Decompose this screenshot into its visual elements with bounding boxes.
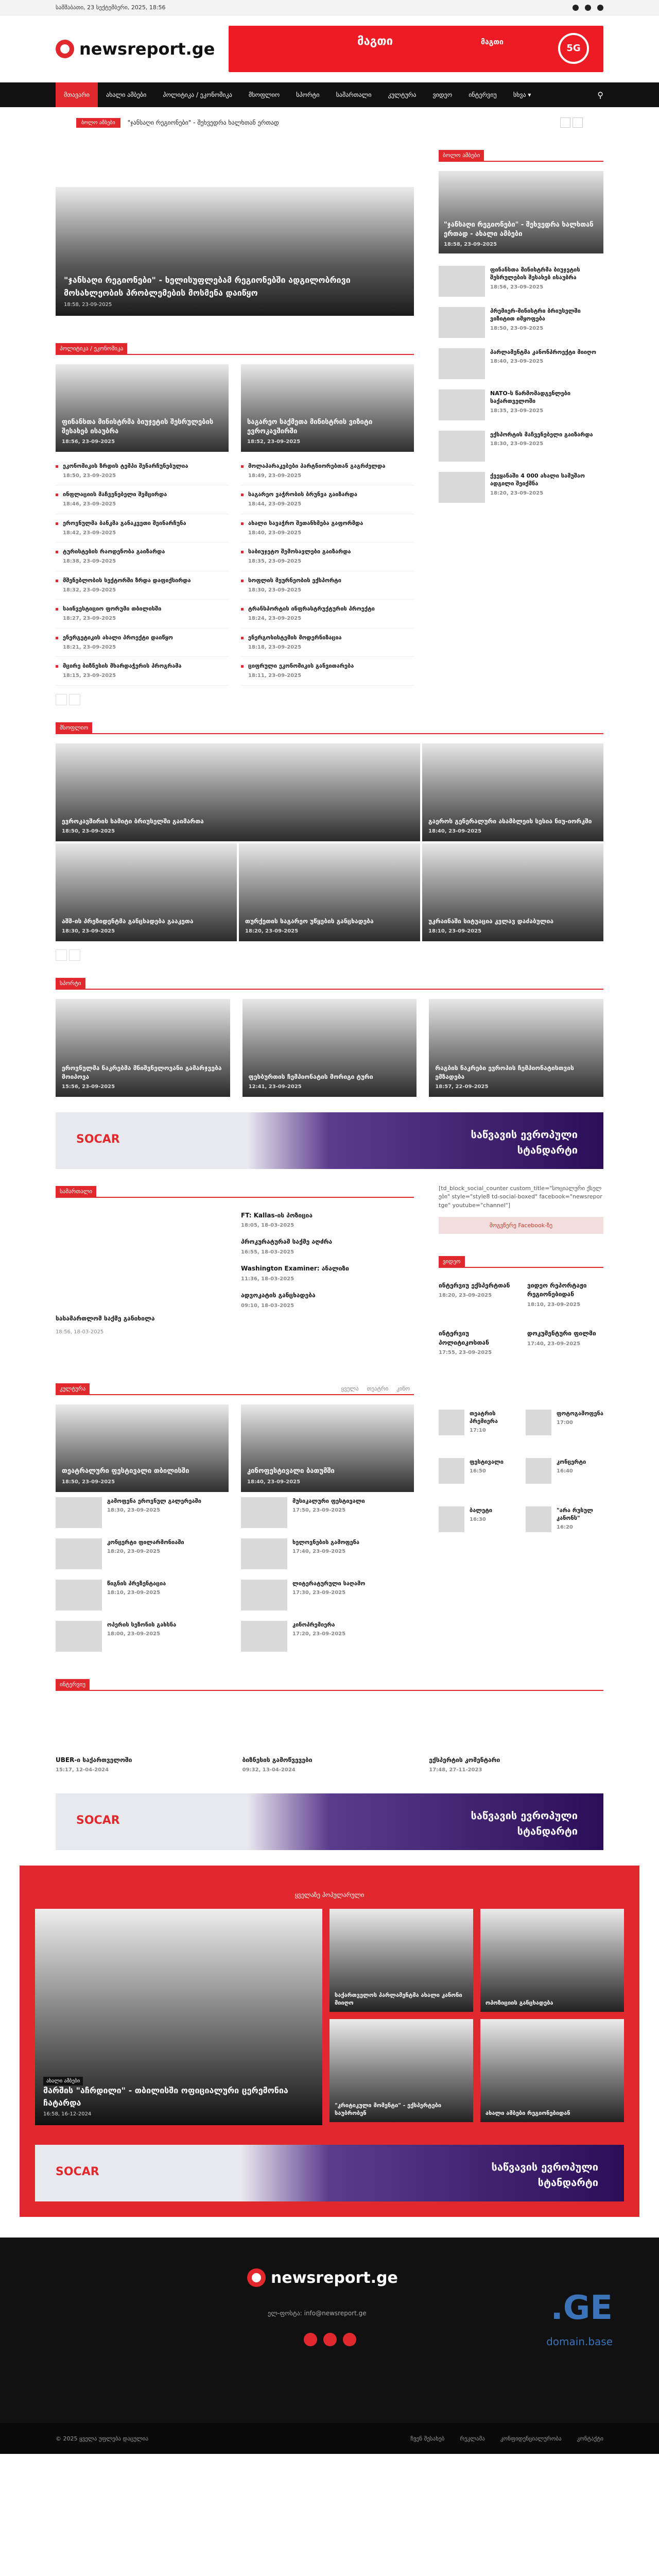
card-caption [62,418,222,446]
list-item[interactable]: დოკუმენტური ფილმი 17:40, 23-09-2025 [527,1330,596,1347]
sport-card[interactable]: რაგბის ნაკრები ევროპის ჩემპიონატისთვის ემზადება 18:57, 22-09-2025 [429,999,603,1097]
popular-col-2 [330,1909,473,2129]
list-item[interactable]: ფესტივალი 16:50 [439,1453,513,1489]
list-item[interactable]: გამოფენა ეროვნულ გალერეაში 18:30, 23-09-2025 [56,1492,229,1533]
culture-column [56,1382,414,1657]
list-item[interactable]: სოფლის მეურნეობის ექსპორტი 18:30, 23-09-2025 [241,571,414,600]
facebook-follow-button[interactable]: მოგვწერე Facebook-ზე [439,1217,603,1234]
law-list [241,1207,414,1335]
footer-link[interactable]: ჩვენ შესახებ [410,2435,445,2442]
social-links [573,5,603,11]
twitter-icon[interactable] [585,5,591,11]
list-item[interactable]: ციფრული ეკონომიკის განვითარება 18:11, 23-09-2025 [241,657,414,685]
section-interview-title: ინტერვიუ [56,1677,603,1691]
list-item[interactable]: ადვოკატის განცხადება 09:10, 18-03-2025 [241,1292,316,1309]
world-mosaic [56,743,603,941]
thumbnail [56,1580,102,1611]
content-wrap [56,138,603,721]
world-card[interactable]: აშშ-ის პრეზიდენტმა განცხადება გააკეთა 18:30, 23-09-2025 [56,843,237,941]
law-sidebar [439,1184,603,1361]
thumbnail [439,389,485,420]
nav-item-video[interactable]: ვიდეო [432,91,453,98]
culture-left-col [56,1404,229,1657]
nav-item-interview[interactable]: ინტერვიუ [469,91,497,98]
sport-card[interactable]: ფეხბურთის ჩემპიონატის მორიგი ტური 12:41, 23-09-2025 [242,999,417,1097]
law-main[interactable] [56,1207,229,1335]
ticker-text[interactable]: "ჯანსაღი რეგიონები" - შეხვედრა ხალხთან ერთად [127,119,279,126]
culture-grid [56,1404,414,1657]
thumbnail [526,1410,551,1435]
list-item[interactable]: კინოპრემიერა 17:20, 23-09-2025 [241,1616,414,1657]
ticker-prev-button[interactable] [560,117,570,128]
popular-card[interactable]: ოპოზიციის განცხადება [480,1909,624,2012]
socar-logo: SOCAR [76,1814,120,1827]
footer-link[interactable]: კონფიდენციალურობა [500,2435,562,2442]
sidebar-featured[interactable] [439,171,603,253]
socar-slogan: საწვავის ევროპული სტანდარტი [491,2161,598,2189]
footer-link[interactable]: კონტაქტი [577,2435,603,2442]
sidebar-featured-caption: "ჯანსაღი რეგიონები" - შეხვედრა ხალხთან ერთად - ახალი ამბები 18:58, 23-09-2025 [444,221,594,247]
section-world-title: მსოფლიო [56,721,603,734]
list-item[interactable]: ეკონომიკის ზრდის ტემპი შენარჩუნებულია 18:50, 23-09-2025 [56,457,229,485]
tab-all[interactable]: ყველა [341,1385,359,1392]
sport-grid [56,999,603,1097]
thumbnail [241,1580,287,1611]
list-item[interactable]: ინტერვიუ ექსპერტთან 18:20, 23-09-2025 [439,1282,510,1299]
world-card[interactable]: თურქეთის საგარეო უწყების განცხადება 18:20, 23-09-2025 [239,843,420,941]
pager-prev-button[interactable] [56,950,67,961]
facebook-icon[interactable] [573,5,579,11]
thumbnail [241,1621,287,1652]
footer-email[interactable]: ელ-ფოსტა: info@newsreport.ge [268,2310,367,2317]
culture-wrap [56,1382,603,1657]
culture-right-col [241,1404,414,1657]
thumbnail [439,1410,464,1435]
ticker-next-button[interactable] [573,117,583,128]
ticker-arrows [560,117,583,128]
site-header [0,15,659,82]
thumbnail [439,1506,464,1532]
thumbnail [241,1497,287,1528]
politics-left-col [56,364,229,686]
politics-right-card[interactable] [241,364,414,452]
culture-sidebar [439,1382,603,1657]
list-item[interactable]: NATO-ს წარმომადგენლები საქართველოში 18:35, 23-09-2025 [439,384,603,426]
world-section [56,721,603,1097]
main-nav [0,82,659,107]
list-item[interactable]: პრემიერ-მინისტრი ბრიუსელში ვიზიტით იმყოფება 18:50, 23-09-2025 [439,302,603,343]
footer-links [410,2435,603,2442]
world-card[interactable]: უკრაინაში სიტუაცია კვლავ დაძაბულია 18:10, 23-09-2025 [422,843,603,941]
list-item[interactable]: კონცერტი ფილარმონიაში 18:20, 23-09-2025 [56,1533,229,1574]
list-item[interactable]: ტურისტების რაოდენობა გაიზარდა 18:38, 23-09-2025 [56,543,229,571]
world-pager [56,950,603,961]
world-card[interactable]: ევროკავშირის სამიტი ბრიუსელში გაიმართა 18:50, 23-09-2025 [56,743,420,841]
hero-title: "ჯანსაღი რეგიონები" - ხელისუფლებამ რეგიონებში ადგილობრივი მოსახლეობის პრობლემების მოსმენა დაიწყო [64,275,351,298]
section-law-title: სამართალი [56,1184,414,1198]
list-item[interactable]: ფინანსთა მინისტრმა ბიუჯეტის შესრულების შესახებ ისაუბრა 18:56, 23-09-2025 [439,261,603,302]
top-bar [0,0,659,15]
card-meta: 18:52, 23-09-2025 [247,439,301,445]
list-item[interactable]: ხელოვნების გამოფენა 17:40, 23-09-2025 [241,1533,414,1574]
list-item[interactable]: საინვესტიციო ფორუმი თბილისში 18:27, 23-09-2025 [56,600,229,628]
list-item[interactable]: პარლამენტმა კანონპროექტი მიიღო 18:40, 23-09-2025 [439,343,603,384]
site-logo[interactable] [56,39,215,59]
section-culture-title: კულტურა ყველა თეატრი კინო [56,1382,414,1395]
socar-logo: SOCAR [56,2165,99,2179]
banner-badge: 5G [558,33,589,64]
law-grid [56,1207,414,1335]
law-wrap [56,1184,603,1361]
list-item[interactable]: ექსპორტის მაჩვენებელი გაიზარდა 18:30, 23-09-2025 [439,426,603,467]
thumbnail [56,1497,102,1528]
pager-next-button[interactable] [69,950,80,961]
list-item[interactable]: ახალი სავაჭრო შეთანხმება გაფორმდა 18:40, 23-09-2025 [241,514,414,543]
card-title: საგარეო საქმეთა მინისტრის ვიზიტი ევროკავშირში [247,418,373,435]
thumbnail [56,1538,102,1569]
culture-side-grid [439,1404,603,1537]
thumbnail [439,348,485,379]
sidebar-title: ბოლო ამბები [439,148,603,162]
list-item[interactable]: ვიდეო რეპორტაჟი რეგიონებიდან 18:10, 23-09-2025 [527,1282,587,1308]
list-item[interactable]: მუსიკალური ფესტივალი 17:50, 23-09-2025 [241,1492,414,1533]
section-politics-title: პოლიტიკა / ეკონომიკა [56,342,414,355]
search-icon[interactable]: ⚲ [597,90,603,100]
card-title: ფინანსთა მინისტრმა ბიუჯეტის შესრულების შესახებ ისაუბრა [62,418,214,435]
popular-grid [35,1909,624,2129]
law-main-meta: 18:56, 18-03-2025 [56,1329,104,1335]
list-item[interactable]: ოპერის სეზონის გახსნა 18:00, 23-09-2025 [56,1616,229,1657]
nav-item-politics[interactable]: პოლიტიკა / ეკონომიკა [163,91,232,98]
list-item[interactable]: ბალეტი 16:30 [439,1501,513,1537]
thumbnail [439,472,485,503]
socar-banner-ad[interactable] [56,1793,603,1850]
popular-featured-meta: 16:58, 16-12-2024 [43,2111,92,2117]
list-item[interactable]: თეატრის პრემიერა 17:10 [439,1404,513,1440]
bottom-bar [0,2423,659,2454]
sidebar [439,138,603,721]
interview-grid [56,1752,603,1778]
footer-social [304,2333,356,2346]
nav-item-world[interactable]: მსოფლიო [248,91,280,98]
nav-item-sport[interactable]: სპორტი [296,91,320,98]
list-item[interactable]: კონცერტი 16:40 [526,1453,603,1489]
nav-item-culture[interactable]: კულტურა [388,91,417,98]
socar-slogan: საწვავის ევროპული სტანდარტი [471,1128,578,1156]
list-item[interactable]: UBER-ი საქართველოში 15:17, 12-04-2024 [56,1756,132,1773]
list-item[interactable]: ინფლაციის მაჩვენებელი შემცირდა 18:46, 23-09-2025 [56,485,229,514]
section-sport-title: სპორტი [56,976,603,990]
logo-icon [247,2268,266,2287]
list-item[interactable]: ექსპერტის კომენტარი 17:48, 27-11-2023 [429,1756,500,1773]
main-column [56,138,414,721]
popular-featured[interactable] [35,1909,322,2125]
popular-card[interactable]: საქართველოს პარლამენტმა ახალი კანონი მიიღო [330,1909,473,2012]
list-item[interactable]: ინტერვიუ პოლიტიკოსთან 17:55, 23-09-2025 [439,1330,492,1356]
nav-item-home[interactable]: მთავარი [56,82,98,107]
culture-card[interactable]: თეატრალური ფესტივალი თბილისში 18:50, 23-09-2025 [56,1404,229,1492]
list-item[interactable]: ენერგოსისტემის მოდერნიზაცია 18:18, 23-09-2025 [241,629,414,657]
youtube-icon[interactable] [597,5,603,11]
socar-banner-ad[interactable] [35,2145,624,2201]
popular-card[interactable]: "კრიტიკული მომენტი" - ექსპერტები საუბრობენ [330,2019,473,2122]
politics-right-col [241,364,414,686]
twitter-icon[interactable] [323,2333,337,2346]
logo-icon [56,40,74,58]
social-embed-text: [td_block_social_counter custom_title="სოციალური ქსელები" style="style8 td-social-boxed" facebook="newsreportge" youtube="channel"] [439,1184,602,1209]
law-main-title: სასამართლომ საქმე განიხილა [56,1314,155,1322]
interview-section [56,1677,603,1778]
tab-cinema[interactable]: კინო [396,1385,410,1392]
list-item[interactable]: პროკურატურამ საქმე აღძრა 16:55, 18-03-2025 [241,1238,333,1255]
pager-next-button[interactable] [69,694,80,705]
youtube-icon[interactable] [343,2333,356,2346]
nav-item-law[interactable]: სამართალი [336,91,372,98]
popular-col-3 [480,1909,624,2129]
popular-card[interactable]: ახალი ამბები რეგიონებიდან [480,2019,624,2122]
popular-title: ყველაზე პოპულარული [294,1891,365,1899]
list-item[interactable]: FT: Kallas-ის პოზიცია 18:05, 18-03-2025 [241,1211,313,1228]
politics-left-list [56,457,229,686]
list-item[interactable]: Washington Examiner: ანალიზი 11:36, 18-03-2025 [241,1265,349,1282]
politics-pager [56,694,414,705]
list-item[interactable]: ქვეყანაში 4 000 ახალი სამუშაო ადგილი შეიქმნა 18:20, 23-09-2025 [439,467,603,508]
footer-link[interactable]: რეკლამა [460,2435,485,2442]
nav-item-news[interactable]: ახალი ამბები [106,91,147,98]
list-item[interactable]: ფოტოგამოფენა 17:00 [526,1404,603,1440]
hero-caption [64,274,406,308]
thumbnail [439,431,485,462]
logo-text: newsreport.ge [79,39,215,59]
card-caption [247,418,408,446]
list-item[interactable]: "არა რუსულ კანონს" 16:20 [526,1501,603,1537]
video-grid [439,1277,603,1361]
section-video-title: ვიდეო [439,1255,603,1268]
hero-meta: 18:58, 23-09-2025 [64,302,112,308]
list-item[interactable]: ბიზნესის გამოწვევები 09:32, 13-04-2024 [242,1756,313,1773]
list-item[interactable]: საგარეო ვაჭრობის ბრუნვა გაიზარდა 18:44, 23-09-2025 [241,485,414,514]
list-item[interactable]: მცირე ბიზნესის მხარდაჭერის პროგრამა 18:15, 23-09-2025 [56,657,229,685]
thumbnail [526,1506,551,1532]
news-ticker [0,107,659,138]
politics-left-card[interactable] [56,364,229,452]
current-date: სამშაბათი, 23 სექტემბერი, 2025, 18:56 [56,4,166,11]
socar-logo: SOCAR [76,1132,120,1146]
sidebar-list [439,261,603,508]
ge-domain-text: domain.base [546,2335,613,2348]
list-item[interactable]: ტრანსპორტის ინფრასტრუქტურის პროექტი 18:24, 23-09-2025 [241,600,414,628]
nav-item-more[interactable]: სხვა ▾ [513,91,531,98]
category-badge: ახალი ამბები [43,2077,83,2086]
banner-sub: მაგთი [481,38,504,46]
list-item[interactable]: ენერგეტიკის ახალი პროექტი დაიწყო 18:21, 23-09-2025 [56,629,229,657]
tab-theatre[interactable]: თეატრი [367,1385,389,1392]
sport-card[interactable]: ეროვნულმა ნაკრებმა მნიშვნელოვანი გამარჯვება მოიპოვა 15:56, 23-09-2025 [56,999,230,1097]
thumbnail [241,1538,287,1569]
list-item[interactable]: მშენებლობის სექტორში ზრდა დაფიქსირდა 18:32, 23-09-2025 [56,571,229,600]
law-column [56,1184,414,1361]
world-card[interactable]: გაეროს გენერალური ასამბლეის სესია ნიუ-იორკში 18:40, 23-09-2025 [422,743,603,841]
thumbnail [56,1621,102,1652]
list-item[interactable]: საბიუჯეტო შემოსავლები გაიზარდა 18:35, 23-09-2025 [241,543,414,571]
list-item[interactable]: მოლაპარაკებები პარტნიორებთან გაგრძელდა 18:49, 23-09-2025 [241,457,414,485]
site-footer [0,2238,659,2423]
pager-prev-button[interactable] [56,694,67,705]
copyright: © 2025 ყველა უფლება დაცულია [56,2435,149,2442]
footer-logo[interactable]: newsreport.ge [247,2268,398,2287]
ge-domain-logo[interactable]: .GE [550,2289,613,2328]
thumbnail [439,307,485,338]
thumbnail [439,1458,464,1484]
card-meta: 18:56, 23-09-2025 [62,439,115,445]
hero-card[interactable] [56,187,414,316]
politics-grid [56,364,414,686]
culture-card[interactable]: კინოფესტივალი ბათუმში 18:40, 23-09-2025 [241,1404,414,1492]
facebook-icon[interactable] [304,2333,317,2346]
politics-right-list [241,457,414,686]
popular-block [20,1866,639,2217]
popular-featured-title: მარშის "აჩრდილი" - თბილისში ოფიციალური ცერემონია ჩატარდა [43,2086,288,2108]
list-item[interactable]: ეროვნულმა ბანკმა განაკვეთი შეინარჩუნა 18:42, 23-09-2025 [56,514,229,543]
ticker-label: ბოლო ამბები [76,118,120,128]
list-item[interactable]: ლიტერატურული საღამო 17:30, 23-09-2025 [241,1574,414,1616]
socar-slogan: საწვავის ევროპული სტანდარტი [471,1809,578,1838]
list-item[interactable]: წიგნის პრეზენტაცია 18:10, 23-09-2025 [56,1574,229,1616]
top-banner-ad[interactable] [229,26,603,72]
thumbnail [526,1458,551,1484]
socar-banner-ad[interactable] [56,1112,603,1169]
banner-brand: მაგთი [357,35,393,48]
thumbnail [439,266,485,297]
